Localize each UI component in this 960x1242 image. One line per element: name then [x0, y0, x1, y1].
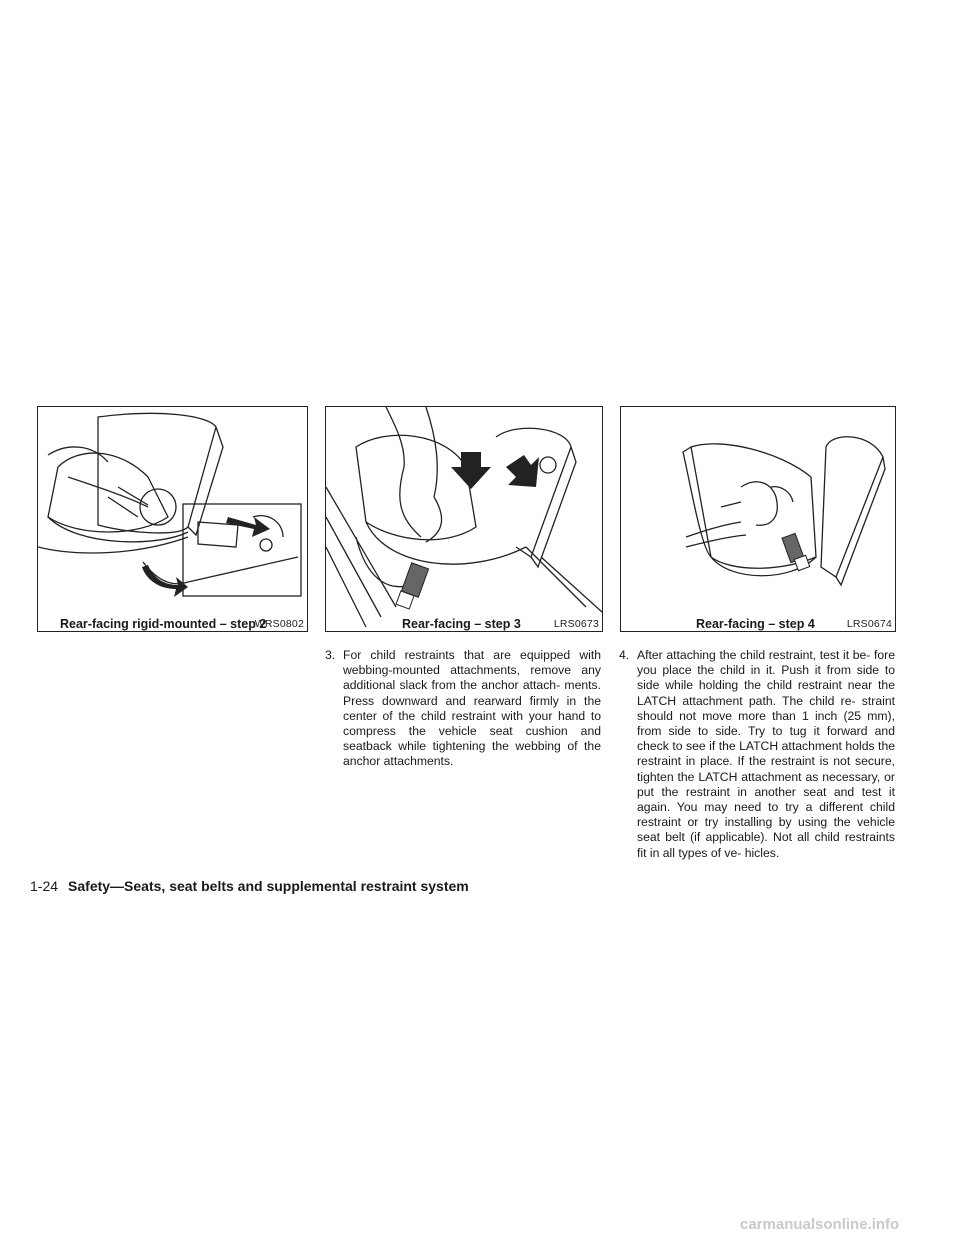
figure-caption: Rear-facing – step 3 [402, 617, 521, 631]
figure-rear-facing-step-3 [325, 406, 603, 632]
figure-rear-facing-step-4 [620, 406, 896, 632]
step-text: For child restraints that are equipped with webbing-mounted attachments, remove any additional slack from the anchor attach- ments. Press downward and rearward firmly in the center of the child restraint with your hand to compress the vehicle seat cushion and seatback while tightening the webbing of the anchor attachments. [343, 648, 601, 769]
step-text: After attaching the child restraint, test it be- fore you place the child in it. Push it from side to side while holding the child restraint near the LATCH attachment path. The child re- straint should not move more than 1 inch (25 mm), from side to side. Try to tug it forward and check to see if the LATCH attachment holds the restraint in place. If the restraint is not secure, tighten the LATCH attachment as necessary, or put the restraint in another seat and test it again. You may need to try a different child restraint or try installing by using the vehicle seat belt (if applicable). Not all child restraints fit in all types of ve- hicles. [637, 648, 895, 860]
illustration-rigid-mount-step-2 [38, 407, 307, 631]
watermark: carmanualsonline.info [740, 1216, 900, 1233]
step-number: 3. [325, 648, 336, 662]
figure-caption: Rear-facing – step 4 [696, 617, 815, 631]
illustration-step-4 [621, 407, 895, 631]
figure-code: LRS0673 [553, 618, 599, 630]
figure-rear-facing-step-2 [37, 406, 308, 632]
section-title: Safety—Seats, seat belts and supplemental restraint system [68, 878, 469, 894]
step-number: 4. [619, 648, 630, 662]
step-4-paragraph [619, 648, 895, 861]
figure-code: WRS0802 [254, 618, 304, 630]
step-3-paragraph [325, 648, 601, 770]
page-footer [30, 878, 469, 894]
page-number: 1-24 [30, 878, 59, 894]
figure-caption: Rear-facing rigid-mounted – step 2 [60, 617, 267, 631]
figure-code: LRS0674 [846, 618, 892, 630]
illustration-step-3 [326, 407, 602, 631]
